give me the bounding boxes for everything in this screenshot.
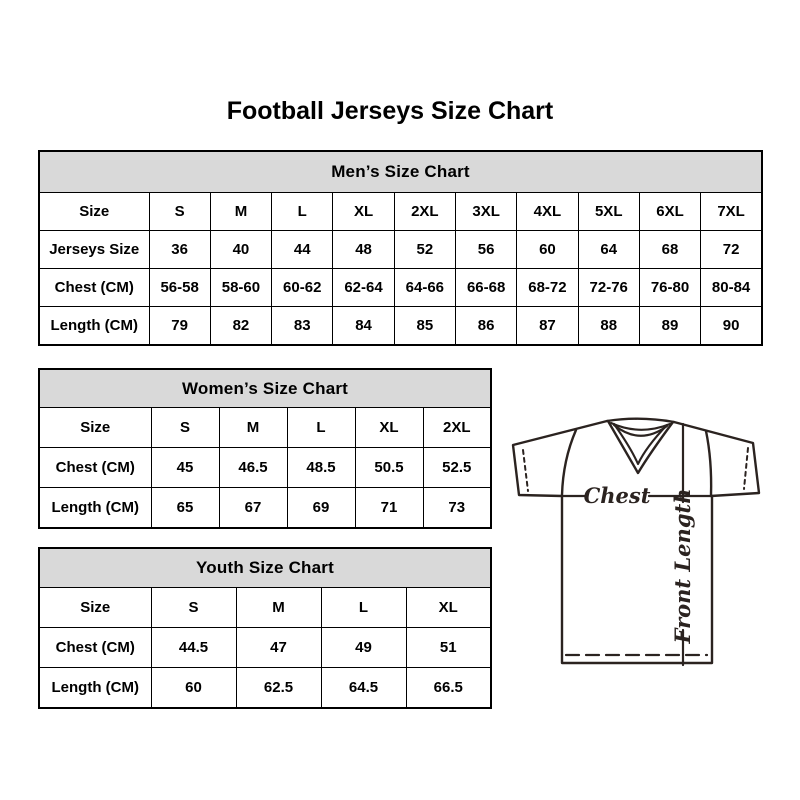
mens-cell: 58-60 xyxy=(210,269,271,307)
mens-cell: 79 xyxy=(149,307,210,346)
mens-cell: 72-76 xyxy=(578,269,639,307)
mens-cell: 48 xyxy=(333,231,394,269)
womens-cell: 52.5 xyxy=(423,448,491,488)
mens-cell: 7XL xyxy=(701,193,762,231)
womens-row-label: Size xyxy=(39,408,151,448)
womens-header-row xyxy=(39,369,491,408)
jersey-left-armhole xyxy=(562,430,576,495)
mens-row-0 xyxy=(39,193,762,231)
womens-cell: 46.5 xyxy=(219,448,287,488)
mens-cell: 68-72 xyxy=(517,269,578,307)
youth-cell: XL xyxy=(406,588,491,628)
mens-cell: S xyxy=(149,193,210,231)
chest-label: Chest xyxy=(583,483,651,508)
mens-cell: 40 xyxy=(210,231,271,269)
jersey-right-cuff-seam xyxy=(744,448,748,489)
mens-cell: 87 xyxy=(517,307,578,346)
mens-cell: L xyxy=(272,193,333,231)
womens-cell: 65 xyxy=(151,488,219,529)
jersey-measurement-diagram xyxy=(500,398,772,680)
mens-row-1 xyxy=(39,231,762,269)
page-title: Football Jerseys Size Chart xyxy=(226,97,554,125)
mens-cell: 44 xyxy=(272,231,333,269)
womens-cell: 67 xyxy=(219,488,287,529)
youth-cell: 62.5 xyxy=(236,668,321,709)
mens-cell: 56-58 xyxy=(149,269,210,307)
mens-cell: M xyxy=(210,193,271,231)
mens-row-3 xyxy=(39,307,762,346)
womens-cell: XL xyxy=(355,408,423,448)
mens-cell: 36 xyxy=(149,231,210,269)
mens-cell: 86 xyxy=(455,307,516,346)
mens-header-row xyxy=(39,151,762,193)
mens-cell: 62-64 xyxy=(333,269,394,307)
mens-cell: 83 xyxy=(272,307,333,346)
mens-cell: 60 xyxy=(517,231,578,269)
mens-cell: 72 xyxy=(701,231,762,269)
youth-cell: S xyxy=(151,588,236,628)
womens-cell: 69 xyxy=(287,488,355,529)
youth-row-label: Length (CM) xyxy=(39,668,151,709)
mens-cell: 64-66 xyxy=(394,269,455,307)
mens-row-label: Length (CM) xyxy=(39,307,149,346)
womens-cell: 71 xyxy=(355,488,423,529)
jersey-left-cuff-seam xyxy=(523,450,528,491)
youth-cell: 64.5 xyxy=(321,668,406,709)
mens-cell: 3XL xyxy=(455,193,516,231)
front-length-label: Front Length xyxy=(670,488,695,644)
womens-cell: 50.5 xyxy=(355,448,423,488)
youth-cell: 49 xyxy=(321,628,406,668)
jersey-collar-top xyxy=(607,419,674,422)
mens-cell: 66-68 xyxy=(455,269,516,307)
womens-row-label: Length (CM) xyxy=(39,488,151,529)
mens-cell: 64 xyxy=(578,231,639,269)
mens-cell: 76-80 xyxy=(639,269,700,307)
womens-cell: L xyxy=(287,408,355,448)
mens-cell: 60-62 xyxy=(272,269,333,307)
mens-cell: 52 xyxy=(394,231,455,269)
youth-size-table xyxy=(38,547,492,709)
youth-row-1 xyxy=(39,628,491,668)
womens-row-2 xyxy=(39,488,491,529)
mens-row-label: Size xyxy=(39,193,149,231)
mens-cell: 88 xyxy=(578,307,639,346)
womens-cell: 48.5 xyxy=(287,448,355,488)
womens-cell: 45 xyxy=(151,448,219,488)
mens-cell: 89 xyxy=(639,307,700,346)
mens-cell: 5XL xyxy=(578,193,639,231)
mens-cell: 82 xyxy=(210,307,271,346)
youth-cell: 47 xyxy=(236,628,321,668)
youth-cell: L xyxy=(321,588,406,628)
mens-cell: 6XL xyxy=(639,193,700,231)
mens-row-2 xyxy=(39,269,762,307)
mens-cell: 90 xyxy=(701,307,762,346)
youth-cell: 60 xyxy=(151,668,236,709)
youth-row-2 xyxy=(39,668,491,709)
womens-row-1 xyxy=(39,448,491,488)
mens-cell: 85 xyxy=(394,307,455,346)
jersey-right-armhole xyxy=(706,431,711,495)
mens-row-label: Chest (CM) xyxy=(39,269,149,307)
youth-cell: 66.5 xyxy=(406,668,491,709)
mens-size-table xyxy=(38,150,763,346)
womens-cell: S xyxy=(151,408,219,448)
jersey-outline-group xyxy=(513,419,759,665)
youth-cell: 51 xyxy=(406,628,491,668)
youth-header-row xyxy=(39,548,491,588)
womens-cell: M xyxy=(219,408,287,448)
mens-table-title: Men’s Size Chart xyxy=(39,151,762,193)
mens-cell: 80-84 xyxy=(701,269,762,307)
youth-table-title: Youth Size Chart xyxy=(39,548,491,588)
mens-row-label: Jerseys Size xyxy=(39,231,149,269)
mens-cell: 4XL xyxy=(517,193,578,231)
womens-size-table xyxy=(38,368,492,529)
womens-cell: 2XL xyxy=(423,408,491,448)
womens-row-label: Chest (CM) xyxy=(39,448,151,488)
womens-table-title: Women’s Size Chart xyxy=(39,369,491,408)
youth-cell: M xyxy=(236,588,321,628)
mens-cell: 2XL xyxy=(394,193,455,231)
youth-row-label: Chest (CM) xyxy=(39,628,151,668)
mens-cell: 84 xyxy=(333,307,394,346)
youth-cell: 44.5 xyxy=(151,628,236,668)
mens-cell: 68 xyxy=(639,231,700,269)
womens-row-0 xyxy=(39,408,491,448)
mens-cell: 56 xyxy=(455,231,516,269)
youth-row-label: Size xyxy=(39,588,151,628)
mens-cell: XL xyxy=(333,193,394,231)
youth-row-0 xyxy=(39,588,491,628)
womens-cell: 73 xyxy=(423,488,491,529)
